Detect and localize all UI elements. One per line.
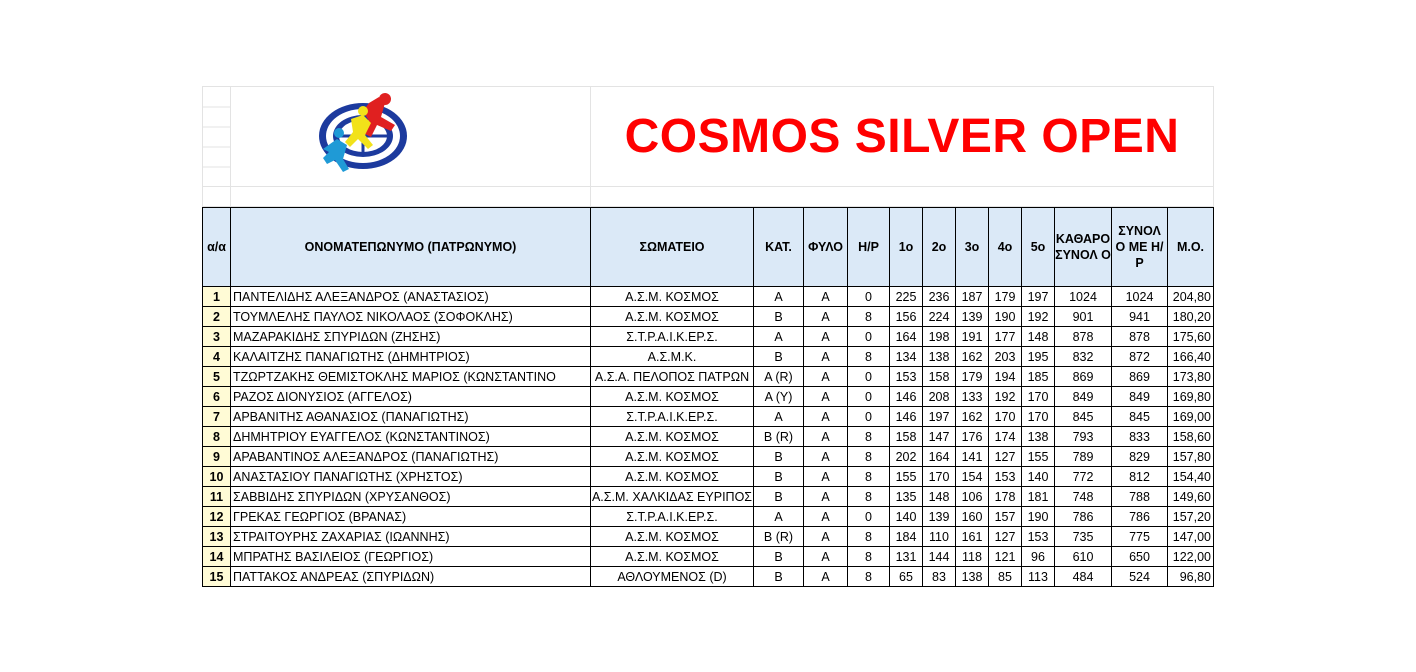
- cell-net-total: 869: [1055, 367, 1112, 387]
- cell-total-with-handicap: 788: [1112, 487, 1168, 507]
- table-row: [203, 447, 1214, 467]
- cell-handicap: 8: [848, 567, 890, 587]
- cell-name: ΔΗΜΗΤΡΙΟΥ ΕΥΑΓΓΕΛΟΣ (ΚΩΝΣΤΑΝΤΙΝΟΣ): [231, 427, 591, 447]
- cell-name: ΡΑΖΟΣ ΔΙΟΝΥΣΙΟΣ (ΑΓΓΕΛΟΣ): [231, 387, 591, 407]
- cell-name: ΠΑΤΤΑΚΟΣ ΑΝΔΡΕΑΣ (ΣΠΥΡΙΔΩΝ): [231, 567, 591, 587]
- cell-game-3: 162: [956, 407, 989, 427]
- cell-game-3: 106: [956, 487, 989, 507]
- blank-cell: [591, 187, 1214, 207]
- table-row: [203, 387, 1214, 407]
- cell-handicap: 0: [848, 287, 890, 307]
- cell-game-3: 161: [956, 527, 989, 547]
- cell-category: Α (R): [754, 367, 804, 387]
- row-number-column-stub: [203, 87, 231, 187]
- column-header-total-with-handicap: ΣΥΝΟΛ Ο ΜΕ Η/Ρ: [1112, 208, 1168, 287]
- cell-game-3: 162: [956, 347, 989, 367]
- cell-game-2: 138: [923, 347, 956, 367]
- cell-category: Α: [754, 287, 804, 307]
- cell-club: Α.Σ.Μ. ΚΟΣΜΟΣ: [591, 447, 754, 467]
- cell-category: Β: [754, 347, 804, 367]
- cell-game-4: 178: [989, 487, 1022, 507]
- cell-handicap: 8: [848, 527, 890, 547]
- cell-gender: Α: [804, 567, 848, 587]
- blank-cell: [231, 187, 591, 207]
- cell-game-5: 153: [1022, 527, 1055, 547]
- cell-game-4: 192: [989, 387, 1022, 407]
- table-row: [203, 287, 1214, 307]
- cell-game-4: 127: [989, 447, 1022, 467]
- cell-index: 1: [203, 287, 231, 307]
- cell-gender: Α: [804, 447, 848, 467]
- cell-name: ΑΡΒΑΝΙΤΗΣ ΑΘΑΝΑΣΙΟΣ (ΠΑΝΑΓΙΩΤΗΣ): [231, 407, 591, 427]
- cell-gender: Α: [804, 427, 848, 447]
- cell-average: 122,00: [1168, 547, 1214, 567]
- cell-game-1: 131: [890, 547, 923, 567]
- cell-net-total: 484: [1055, 567, 1112, 587]
- cell-total-with-handicap: 869: [1112, 367, 1168, 387]
- table-row: [203, 487, 1214, 507]
- table-row: [203, 327, 1214, 347]
- table-row: [203, 407, 1214, 427]
- cell-index: 3: [203, 327, 231, 347]
- results-table: [202, 207, 1214, 587]
- cell-game-2: 164: [923, 447, 956, 467]
- cell-game-4: 127: [989, 527, 1022, 547]
- cell-game-1: 158: [890, 427, 923, 447]
- cell-game-1: 225: [890, 287, 923, 307]
- cell-handicap: 0: [848, 367, 890, 387]
- cell-name: ΠΑΝΤΕΛΙΔΗΣ ΑΛΕΞΑΝΔΡΟΣ (ΑΝΑΣΤΑΣΙΟΣ): [231, 287, 591, 307]
- cell-total-with-handicap: 812: [1112, 467, 1168, 487]
- cell-gender: Α: [804, 487, 848, 507]
- cell-game-3: 133: [956, 387, 989, 407]
- cell-average: 157,80: [1168, 447, 1214, 467]
- cell-handicap: 8: [848, 467, 890, 487]
- blank-cell: [203, 187, 231, 207]
- cell-game-1: 156: [890, 307, 923, 327]
- cell-game-1: 184: [890, 527, 923, 547]
- table-row: [203, 507, 1214, 527]
- cell-game-1: 155: [890, 467, 923, 487]
- cell-average: 169,80: [1168, 387, 1214, 407]
- table-row: [203, 427, 1214, 447]
- cell-game-3: 191: [956, 327, 989, 347]
- cell-net-total: 748: [1055, 487, 1112, 507]
- cell-average: 169,00: [1168, 407, 1214, 427]
- cell-average: 149,60: [1168, 487, 1214, 507]
- cell-club: Α.Σ.Μ. ΧΑΛΚΙΔΑΣ ΕΥΡΙΠΟΣ: [591, 487, 754, 507]
- cell-game-1: 153: [890, 367, 923, 387]
- table-row: [203, 567, 1214, 587]
- cell-net-total: 878: [1055, 327, 1112, 347]
- cell-club: Α.Σ.Μ. ΚΟΣΜΟΣ: [591, 287, 754, 307]
- cell-game-2: 208: [923, 387, 956, 407]
- table-row: [203, 307, 1214, 327]
- column-header-average: Μ.Ο.: [1168, 208, 1214, 287]
- cell-index: 4: [203, 347, 231, 367]
- cell-game-1: 65: [890, 567, 923, 587]
- column-header-category: ΚΑΤ.: [754, 208, 804, 287]
- cell-name: ΑΝΑΣΤΑΣΙΟΥ ΠΑΝΑΓΙΩΤΗΣ (ΧΡΗΣΤΟΣ): [231, 467, 591, 487]
- column-header-game-5: 5ο: [1022, 208, 1055, 287]
- header-row: [203, 208, 1214, 287]
- cell-name: ΜΑΖΑΡΑΚΙΔΗΣ ΣΠΥΡΙΔΩΝ (ΖΗΣΗΣ): [231, 327, 591, 347]
- table-row: [203, 547, 1214, 567]
- cell-game-5: 192: [1022, 307, 1055, 327]
- cell-handicap: 8: [848, 487, 890, 507]
- cell-game-4: 170: [989, 407, 1022, 427]
- cell-net-total: 793: [1055, 427, 1112, 447]
- cell-name: ΣΑΒΒΙΔΗΣ ΣΠΥΡΙΔΩΝ (ΧΡΥΣΑΝΘΟΣ): [231, 487, 591, 507]
- cell-net-total: 610: [1055, 547, 1112, 567]
- cell-category: Β (R): [754, 527, 804, 547]
- cell-game-5: 155: [1022, 447, 1055, 467]
- cell-game-5: 185: [1022, 367, 1055, 387]
- cell-game-3: 160: [956, 507, 989, 527]
- cell-game-4: 194: [989, 367, 1022, 387]
- cell-game-2: 197: [923, 407, 956, 427]
- table-row: [203, 347, 1214, 367]
- cell-name: ΜΠΡΑΤΗΣ ΒΑΣΙΛΕΙΟΣ (ΓΕΩΡΓΙΟΣ): [231, 547, 591, 567]
- cell-game-4: 177: [989, 327, 1022, 347]
- table-row: [203, 467, 1214, 487]
- cell-name: ΤΟΥΜΛΕΛΗΣ ΠΑΥΛΟΣ ΝΙΚΟΛΑΟΣ (ΣΟΦΟΚΛΗΣ): [231, 307, 591, 327]
- cell-game-3: 138: [956, 567, 989, 587]
- cell-game-5: 195: [1022, 347, 1055, 367]
- cell-net-total: 772: [1055, 467, 1112, 487]
- cell-game-3: 176: [956, 427, 989, 447]
- cell-average: 204,80: [1168, 287, 1214, 307]
- cell-gender: Α: [804, 327, 848, 347]
- cell-total-with-handicap: 786: [1112, 507, 1168, 527]
- cell-game-2: 110: [923, 527, 956, 547]
- cell-game-5: 113: [1022, 567, 1055, 587]
- cell-game-5: 170: [1022, 387, 1055, 407]
- cell-game-1: 140: [890, 507, 923, 527]
- cell-game-5: 170: [1022, 407, 1055, 427]
- column-header-name: ΟΝΟΜΑΤΕΠΩΝΥΜΟ (ΠΑΤΡΩΝΥΜΟ): [231, 208, 591, 287]
- cell-total-with-handicap: 872: [1112, 347, 1168, 367]
- page-title: COSMOS SILVER OPEN: [591, 87, 1214, 187]
- cell-total-with-handicap: 833: [1112, 427, 1168, 447]
- cell-average: 158,60: [1168, 427, 1214, 447]
- column-header-club: ΣΩΜΑΤΕΙΟ: [591, 208, 754, 287]
- cell-average: 173,80: [1168, 367, 1214, 387]
- cell-game-1: 164: [890, 327, 923, 347]
- table-row: [203, 527, 1214, 547]
- cell-game-3: 141: [956, 447, 989, 467]
- column-header-game-1: 1ο: [890, 208, 923, 287]
- cell-average: 154,40: [1168, 467, 1214, 487]
- cell-club: Α.Σ.Μ. ΚΟΣΜΟΣ: [591, 307, 754, 327]
- cell-game-1: 146: [890, 407, 923, 427]
- cell-game-4: 190: [989, 307, 1022, 327]
- cell-net-total: 789: [1055, 447, 1112, 467]
- cell-category: Β (R): [754, 427, 804, 447]
- cell-game-1: 202: [890, 447, 923, 467]
- cell-game-2: 144: [923, 547, 956, 567]
- cell-name: ΚΑΛΑΙΤΖΗΣ ΠΑΝΑΓΙΩΤΗΣ (ΔΗΜΗΤΡΙΟΣ): [231, 347, 591, 367]
- cell-gender: Α: [804, 367, 848, 387]
- cell-average: 175,60: [1168, 327, 1214, 347]
- cell-game-4: 174: [989, 427, 1022, 447]
- cell-game-2: 83: [923, 567, 956, 587]
- cell-handicap: 8: [848, 547, 890, 567]
- cell-handicap: 8: [848, 347, 890, 367]
- cell-club: Σ.Τ.Ρ.Α.Ι.Κ.ΕΡ.Σ.: [591, 407, 754, 427]
- cell-handicap: 0: [848, 327, 890, 347]
- cell-net-total: 832: [1055, 347, 1112, 367]
- cell-total-with-handicap: 1024: [1112, 287, 1168, 307]
- cell-total-with-handicap: 524: [1112, 567, 1168, 587]
- cell-club: Α.Σ.Μ. ΚΟΣΜΟΣ: [591, 427, 754, 447]
- cell-category: Β: [754, 447, 804, 467]
- cell-handicap: 0: [848, 387, 890, 407]
- column-header-game-2: 2ο: [923, 208, 956, 287]
- cell-gender: Α: [804, 507, 848, 527]
- cell-club: Α.Σ.Μ. ΚΟΣΜΟΣ: [591, 527, 754, 547]
- cell-handicap: 0: [848, 407, 890, 427]
- cell-name: ΣΤΡΑΙΤΟΥΡΗΣ ΖΑΧΑΡΙΑΣ (ΙΩΑΝΝΗΣ): [231, 527, 591, 547]
- cell-net-total: 786: [1055, 507, 1112, 527]
- cell-name: ΑΡΑΒΑΝΤΙΝΟΣ ΑΛΕΞΑΝΔΡΟΣ (ΠΑΝΑΓΙΩΤΗΣ): [231, 447, 591, 467]
- cell-category: Β: [754, 567, 804, 587]
- cell-club: Α.Σ.Μ. ΚΟΣΜΟΣ: [591, 547, 754, 567]
- cell-game-2: 198: [923, 327, 956, 347]
- cell-total-with-handicap: 878: [1112, 327, 1168, 347]
- cell-game-3: 118: [956, 547, 989, 567]
- cell-total-with-handicap: 849: [1112, 387, 1168, 407]
- cell-category: Α (Υ): [754, 387, 804, 407]
- cell-club: ΑΘΛΟΥΜΕΝΟΣ (D): [591, 567, 754, 587]
- cell-gender: Α: [804, 287, 848, 307]
- cell-index: 9: [203, 447, 231, 467]
- cell-index: 2: [203, 307, 231, 327]
- cell-category: Α: [754, 407, 804, 427]
- cell-game-5: 138: [1022, 427, 1055, 447]
- cell-game-5: 197: [1022, 287, 1055, 307]
- cell-index: 6: [203, 387, 231, 407]
- cell-game-3: 139: [956, 307, 989, 327]
- cell-gender: Α: [804, 387, 848, 407]
- cell-gender: Α: [804, 547, 848, 567]
- cell-gender: Α: [804, 307, 848, 327]
- cell-game-2: 224: [923, 307, 956, 327]
- cell-handicap: 8: [848, 427, 890, 447]
- column-header-handicap: Η/Ρ: [848, 208, 890, 287]
- cell-name: ΓΡΕΚΑΣ ΓΕΩΡΓΙΟΣ (ΒΡΑΝΑΣ): [231, 507, 591, 527]
- cell-index: 14: [203, 547, 231, 567]
- cell-game-1: 146: [890, 387, 923, 407]
- cell-handicap: 8: [848, 307, 890, 327]
- cell-game-3: 179: [956, 367, 989, 387]
- cell-category: Α: [754, 327, 804, 347]
- cell-club: Α.Σ.Μ.Κ.: [591, 347, 754, 367]
- cell-game-3: 154: [956, 467, 989, 487]
- cell-category: Β: [754, 467, 804, 487]
- cell-gender: Α: [804, 467, 848, 487]
- cell-total-with-handicap: 829: [1112, 447, 1168, 467]
- cell-game-4: 121: [989, 547, 1022, 567]
- cell-index: 10: [203, 467, 231, 487]
- cell-gender: Α: [804, 347, 848, 367]
- cell-index: 8: [203, 427, 231, 447]
- header-band: [202, 86, 1214, 207]
- cell-game-4: 153: [989, 467, 1022, 487]
- cell-game-2: 170: [923, 467, 956, 487]
- column-header-net-total: ΚΑΘΑΡΟ ΣΥΝΟΛ Ο: [1055, 208, 1112, 287]
- cell-game-3: 187: [956, 287, 989, 307]
- cell-club: Α.Σ.Μ. ΚΟΣΜΟΣ: [591, 387, 754, 407]
- cell-game-5: 181: [1022, 487, 1055, 507]
- cell-gender: Α: [804, 527, 848, 547]
- cell-game-5: 140: [1022, 467, 1055, 487]
- cell-category: Β: [754, 487, 804, 507]
- cell-game-4: 85: [989, 567, 1022, 587]
- cell-total-with-handicap: 845: [1112, 407, 1168, 427]
- cell-game-1: 134: [890, 347, 923, 367]
- cell-game-2: 158: [923, 367, 956, 387]
- cell-category: Α: [754, 507, 804, 527]
- cell-game-2: 139: [923, 507, 956, 527]
- cell-club: Α.Σ.Α. ΠΕΛΟΠΟΣ ΠΑΤΡΩΝ: [591, 367, 754, 387]
- cell-name: ΤΖΩΡΤΖΑΚΗΣ ΘΕΜΙΣΤΟΚΛΗΣ ΜΑΡΙΟΣ (ΚΩΝΣΤΑΝΤΙΝΟ: [231, 367, 591, 387]
- cell-total-with-handicap: 650: [1112, 547, 1168, 567]
- cell-club: Σ.Τ.Ρ.Α.Ι.Κ.ΕΡ.Σ.: [591, 327, 754, 347]
- cell-average: 180,20: [1168, 307, 1214, 327]
- cell-game-5: 96: [1022, 547, 1055, 567]
- cell-gender: Α: [804, 407, 848, 427]
- cell-club: Α.Σ.Μ. ΚΟΣΜΟΣ: [591, 467, 754, 487]
- table-row: [203, 367, 1214, 387]
- cell-average: 166,40: [1168, 347, 1214, 367]
- cell-game-2: 147: [923, 427, 956, 447]
- cell-net-total: 845: [1055, 407, 1112, 427]
- cell-game-1: 135: [890, 487, 923, 507]
- cell-index: 12: [203, 507, 231, 527]
- cell-game-5: 190: [1022, 507, 1055, 527]
- cell-game-5: 148: [1022, 327, 1055, 347]
- cell-game-4: 203: [989, 347, 1022, 367]
- running-figures-globe-logo: [313, 91, 423, 181]
- cell-index: 15: [203, 567, 231, 587]
- cell-average: 157,20: [1168, 507, 1214, 527]
- cell-index: 5: [203, 367, 231, 387]
- cell-index: 11: [203, 487, 231, 507]
- cell-game-4: 157: [989, 507, 1022, 527]
- cell-total-with-handicap: 775: [1112, 527, 1168, 547]
- cell-index: 13: [203, 527, 231, 547]
- cell-net-total: 849: [1055, 387, 1112, 407]
- cell-average: 147,00: [1168, 527, 1214, 547]
- cell-handicap: 8: [848, 447, 890, 467]
- cell-game-2: 236: [923, 287, 956, 307]
- cell-game-4: 179: [989, 287, 1022, 307]
- cell-handicap: 0: [848, 507, 890, 527]
- cell-club: Σ.Τ.Ρ.Α.Ι.Κ.ΕΡ.Σ.: [591, 507, 754, 527]
- cell-category: Β: [754, 547, 804, 567]
- column-header-game-4: 4ο: [989, 208, 1022, 287]
- cell-total-with-handicap: 941: [1112, 307, 1168, 327]
- logo-cell: [231, 87, 591, 187]
- column-header-game-3: 3ο: [956, 208, 989, 287]
- cell-category: Β: [754, 307, 804, 327]
- column-header-gender: ΦΥΛΟ: [804, 208, 848, 287]
- cell-net-total: 1024: [1055, 287, 1112, 307]
- cell-net-total: 901: [1055, 307, 1112, 327]
- results-sheet: [202, 86, 1214, 587]
- column-header-index: α/α: [203, 208, 231, 287]
- cell-average: 96,80: [1168, 567, 1214, 587]
- cell-game-2: 148: [923, 487, 956, 507]
- cell-index: 7: [203, 407, 231, 427]
- cell-net-total: 735: [1055, 527, 1112, 547]
